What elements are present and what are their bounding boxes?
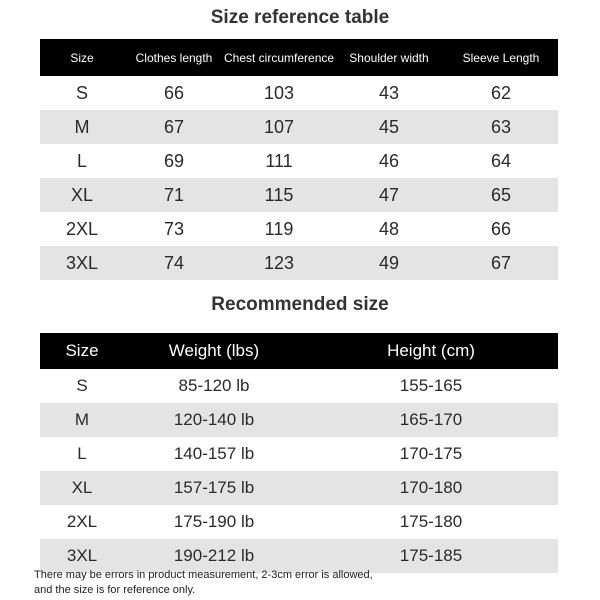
table-cell: 46 xyxy=(378,150,400,171)
note-line-1: There may be errors in product measurement, 2-3cm error is allowed, xyxy=(34,569,373,581)
header-cell-sleeve-length: Sleeve Length xyxy=(462,50,540,65)
table-row xyxy=(40,178,558,212)
table-cell: 165-170 xyxy=(399,410,463,429)
header-cell-shoulder-width: Shoulder width xyxy=(349,50,429,65)
table-cell: M xyxy=(74,116,90,137)
table-row xyxy=(40,505,558,539)
table-cell: XL xyxy=(70,184,94,205)
table-cell: 2XL xyxy=(66,512,98,531)
table-cell: 140-157 lb xyxy=(173,444,255,463)
table-cell: 48 xyxy=(378,218,400,239)
size-reference-table xyxy=(40,39,558,280)
header-cell-chest-circumference: Chest circumference xyxy=(224,50,335,65)
table-cell: L xyxy=(76,150,87,171)
table-cell: M xyxy=(74,410,90,429)
table-row xyxy=(40,369,558,403)
table-cell: 107 xyxy=(263,116,295,137)
table-row xyxy=(40,246,558,280)
table-cell: 63 xyxy=(490,116,512,137)
measurement-note xyxy=(34,568,574,598)
table-cell: 3XL xyxy=(66,546,98,565)
table-cell: 49 xyxy=(378,252,400,273)
table-cell: 111 xyxy=(265,150,293,171)
table-cell: 65 xyxy=(490,184,512,205)
table-cell: S xyxy=(76,376,88,395)
size-reference-header-row xyxy=(40,39,558,76)
recommended-size-table xyxy=(40,333,558,573)
table-cell: 3XL xyxy=(65,252,99,273)
header-cell-height: Height (cm) xyxy=(387,341,475,360)
table-cell: 175-180 xyxy=(399,512,463,531)
table-row xyxy=(40,144,558,178)
table-cell: 64 xyxy=(490,150,512,171)
table-cell: 47 xyxy=(378,184,400,205)
header-cell-weight: Weight (lbs) xyxy=(168,341,260,360)
table-cell: 66 xyxy=(490,218,512,239)
table-row xyxy=(40,76,558,110)
size-reference-title: Size reference table xyxy=(210,7,390,28)
header-cell-size: Size xyxy=(65,341,99,360)
table-cell: 175-190 lb xyxy=(173,512,255,531)
table-cell: L xyxy=(77,444,87,463)
table-cell: 170-175 xyxy=(399,444,463,463)
table-cell: 66 xyxy=(163,82,185,103)
table-cell: 69 xyxy=(163,150,185,171)
table-row xyxy=(40,437,558,471)
table-row xyxy=(40,471,558,505)
table-cell: 45 xyxy=(378,116,400,137)
header-cell-size: Size xyxy=(70,50,94,65)
table-cell: 119 xyxy=(264,218,294,239)
table-row xyxy=(40,403,558,437)
table-cell: 2XL xyxy=(65,218,99,239)
table-cell: 62 xyxy=(490,82,512,103)
recommended-header-row xyxy=(40,333,558,369)
table-cell: 155-165 xyxy=(399,376,463,395)
table-cell: 43 xyxy=(378,82,400,103)
header-cell-clothes-length: Clothes length xyxy=(135,50,213,65)
table-cell: 103 xyxy=(263,82,295,103)
table-cell: 85-120 lb xyxy=(178,376,250,395)
table-row xyxy=(40,110,558,144)
table-cell: 71 xyxy=(163,184,185,205)
table-cell: 120-140 lb xyxy=(173,410,255,429)
table-cell: 123 xyxy=(263,252,295,273)
table-cell: 175-185 xyxy=(399,546,463,565)
recommended-size-title: Recommended size xyxy=(211,294,389,315)
table-cell: 67 xyxy=(163,116,185,137)
table-cell: 157-175 lb xyxy=(173,478,255,497)
table-cell: 170-180 xyxy=(399,478,463,497)
table-cell: 190-212 lb xyxy=(173,546,255,565)
table-cell: 73 xyxy=(163,218,185,239)
table-cell: 115 xyxy=(264,184,294,205)
table-cell: 74 xyxy=(163,252,185,273)
table-cell: XL xyxy=(71,478,93,497)
table-cell: 67 xyxy=(490,252,512,273)
note-line-2: and the size is for reference only. xyxy=(34,584,196,596)
table-cell: S xyxy=(75,82,88,103)
table-row xyxy=(40,212,558,246)
